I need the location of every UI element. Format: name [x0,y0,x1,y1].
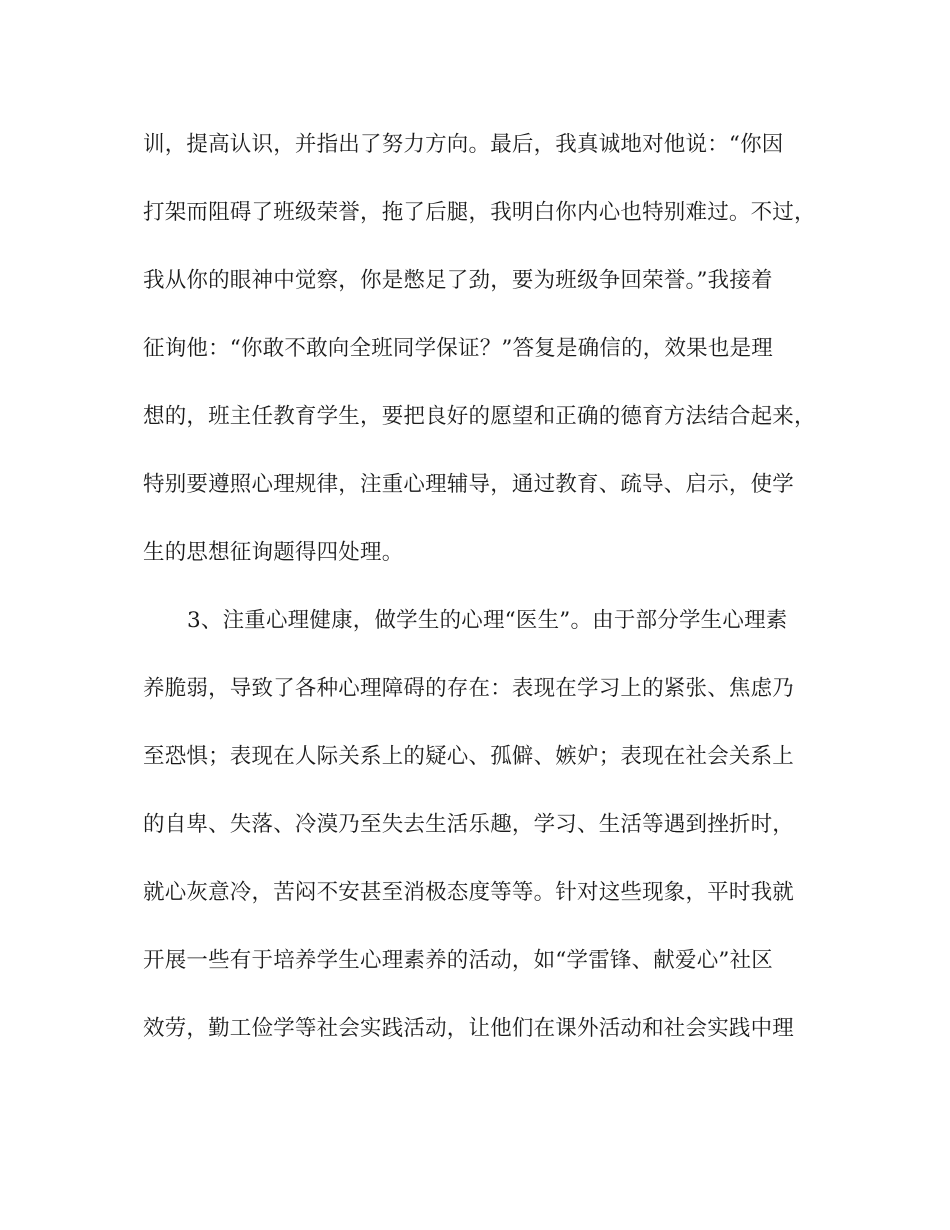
paragraph-start-line: 3、注重心理健康，做学生的心理“医生”。由于部分学生心理素 [187,608,788,633]
text-line: 至恐惧；表现在人际关系上的疑心、孤僻、嫉妒；表现在社会关系上 [143,744,795,769]
text-line: 打架而阻碍了班级荣誉，拖了后腿，我明白你内心也特别难过。不过， [143,200,816,225]
text-line: 就心灰意冷，苦闷不安甚至消极态度等等。针对这些现象，平时我就 [143,880,795,905]
text-line: 特别要遵照心理规律，注重心理辅导，通过教育、疏导、启示，使学 [143,472,795,497]
text-line: 生的思想征询题得四处理。 [143,540,404,565]
text-line: 征询他：“你敢不敢向全班同学保证？”答复是确信的，效果也是理 [143,336,773,361]
text-line: 我从你的眼神中觉察，你是憋足了劲，要为班级争回荣誉。”我接着 [143,268,773,293]
text-line: 开展一些有于培养学生心理素养的活动，如“学雷锋、献爱心”社区 [143,948,773,973]
text-line: 想的，班主任教育学生，要把良好的愿望和正确的德育方法结合起来， [143,404,816,429]
text-line: 训，提高认识，并指出了努力方向。最后，我真诚地对他说：“你因 [143,132,784,157]
text-line: 的自卑、失落、冷漠乃至失去生活乐趣，学习、生活等遇到挫折时， [143,812,795,837]
text-line: 效劳，勤工俭学等社会实践活动，让他们在课外活动和社会实践中理 [143,1016,795,1041]
text-line: 养脆弱，导致了各种心理障碍的存在：表现在学习上的紧张、焦虑乃 [143,676,795,701]
